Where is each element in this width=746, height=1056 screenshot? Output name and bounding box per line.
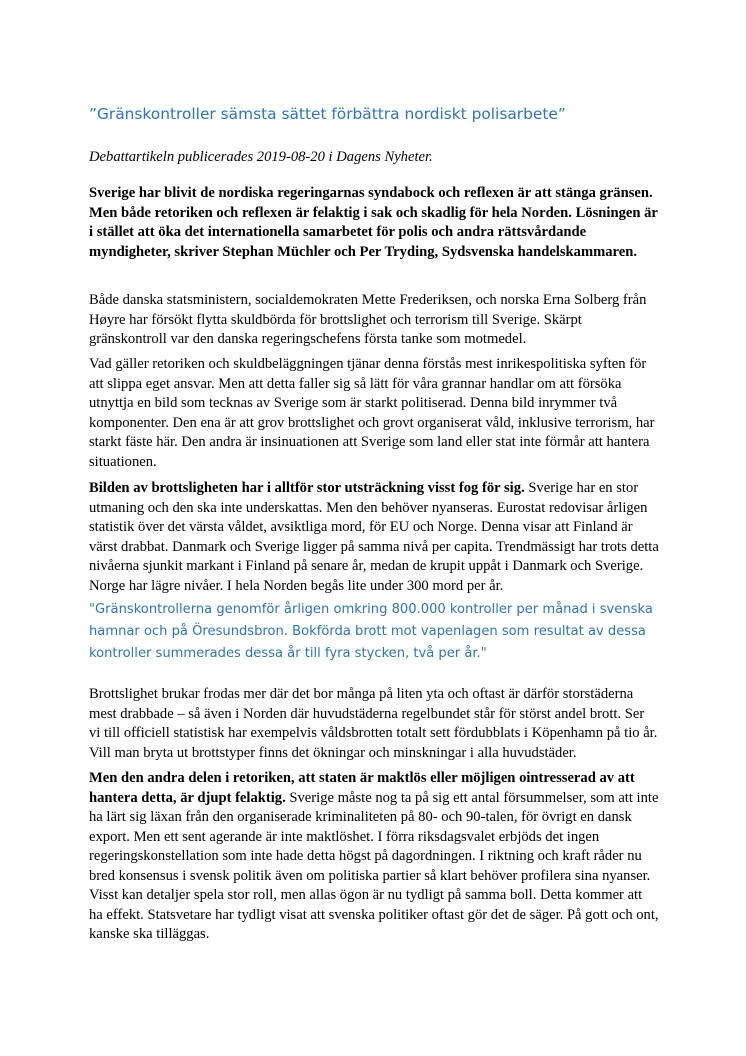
paragraph-3 — [89, 479, 659, 596]
paragraph-5-bold-lead: Men den andra delen i retoriken, att staten är maktlös eller möjligen ointresserad av att hantera detta, är djupt felaktig. — [89, 770, 635, 806]
paragraph-1: Både danska statsministern, socialdemokraten Mette Frederiksen, och norska Erna Solberg från Høyre har försökt flytta skuldbörda för brottslighet och terrorism till Sverige. Skärpt gränskontroll var den danska regeringschefens första tanke som motmedel. — [89, 292, 647, 347]
paragraph-3-bold-lead: Bilden av brottsligheten har i alltför stor utsträckning visst fog för sig. — [89, 480, 525, 496]
pull-quote: "Gränskontrollerna genomför årligen omkring 800.000 kontroller per månad i svenska hamnar och på Öresundsbron. Bokförda brott mot vapenlagen som resultat av dessa kontroller summerades dessa år till fyra stycken, två per år." — [89, 602, 653, 661]
article-lead: Sverige har blivit de nordiska regeringarnas syndabock och reflexen är att stänga gränsen. Men både retoriken och reflexen är felaktig i sak och skadlig för hela Norden. Lösningen är i stället att öka det internationella samarbetet för polis och andra rättsvårdande myndigheter, skriver Stephan Müchler och Per Tryding, Sydsvenska handelskammaren. — [89, 185, 658, 260]
paragraph-4: Brottslighet brukar frodas mer där det bor många på liten yta och oftast är därför storstäderna mest drabbade – så även i Norden där huvudstäderna regelbundet står för störst andel brott. Ser vi till officiell statistisk har exempelvis våldsbrotten totalt sett fördubblats i Köpenhamn på tio år. Vill man bryta ut brottstyper finns det ökningar och minskningar i alla huvudstäder. — [89, 686, 658, 761]
paragraph-5 — [89, 769, 659, 945]
article-title: ”Gränskontroller sämsta sättet förbättra nordiskt polisarbete” — [89, 105, 566, 123]
paragraph-2: Vad gäller retoriken och skuldbeläggningen tjänar denna förstås mest inrikespolitiska syften för att slippa eget ansvar. Men att detta faller sig så lätt för våra grannar handlar om att försöka utnyttja en bild som tecknas av Sverige som är starkt politiserad. Denna bild inrymmer två komponenter. Den ena är att grov brottslighet och grovt organiserat våld, inklusive terrorism, har starkt fäste här. Den andra är insinuationen att Sverige som land eller stat inte förmår att hantera situationen. — [89, 356, 655, 470]
paragraph-3-text: Sverige har en stor utmaning och den ska inte underskattas. Men den behöver nyanseras. Eurostat redovisar årligen statistik över det värsta våldet, avsiktliga mord, för EU och Norge. Denna visar att Finland är värst drabbat. Danmark och Sverige ligger på samma nivå per capita. Trendmässigt har trots detta nivåerna sjunkit markant i Finland på senare år, medan de krupit uppåt i Danmark och Sverige. Norge har lägre nivåer. I hela Norden begås lite under 300 mord per år. — [89, 480, 659, 594]
paragraph-5-text: Sverige måste nog ta på sig ett antal försummelser, som att inte ha lärt sig läxan från den organiserade kriminaliteten på 80- och 90-talen, för övrigt en dansk export. Men ett sent agerande är inte maktlöshet. I förra riksdagsvalet erbjöds det ingen regeringskonstellation som inte hade detta högst på dagordningen. I riktning och kraft råder nu bred konsensus i svensk politik även om politiska partier så klart behöver profilera sina nyanser. Visst kan detaljer spela stor roll, men allas ögon är nu tydligt på samma boll. Detta kommer att ha effekt. Statsvetare har tydligt visat att svenska politiker oftast gör det de säger. På gott och ont, kanske ska tilläggas. — [89, 789, 659, 942]
article-byline: Debattartikeln publicerades 2019-08-20 i Dagens Nyheter. — [89, 149, 433, 165]
